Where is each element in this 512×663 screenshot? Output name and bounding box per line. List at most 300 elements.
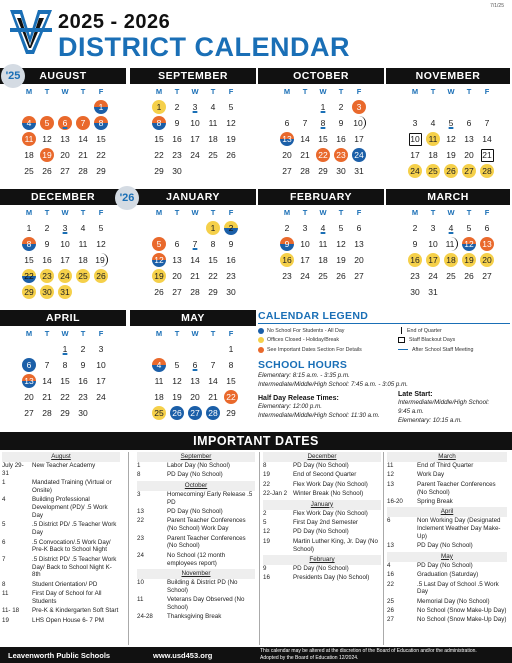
day-cell: 1	[320, 102, 326, 112]
day-cell: 26	[336, 271, 346, 281]
weekday-label: T	[302, 208, 308, 217]
event-row: 9 PD Day (No School)	[263, 564, 349, 572]
week-row	[406, 163, 496, 179]
event-row: July 29- 31 New Teacher Academy	[2, 462, 96, 477]
day-cell: 26	[442, 163, 460, 179]
day-cell: 10	[428, 239, 438, 249]
day-cell	[186, 341, 204, 357]
day-cell: 16	[278, 252, 296, 268]
day-cell	[278, 99, 296, 115]
month-header-may: MAY	[130, 310, 256, 326]
day-cell	[442, 99, 460, 115]
legend-item-no-school: No School For Students - All Day	[258, 326, 398, 336]
half-day-elem: Elementary: 12:00 p.m.	[258, 403, 322, 410]
day-cell: 2	[80, 344, 86, 354]
day-cell: 28	[478, 163, 496, 179]
weekday-label: T	[210, 87, 216, 96]
day-cell: 13	[190, 376, 200, 386]
week-row	[150, 115, 240, 131]
day-cell: 23	[332, 147, 350, 163]
day-cell: 2	[222, 220, 240, 236]
event-row: 22-Jan 2 Winter Break (No School)	[263, 490, 364, 498]
week-row	[20, 163, 110, 179]
orange-dot-icon	[258, 347, 264, 353]
week-row	[20, 373, 110, 389]
late-start-elem: Elementary: 10:15 a.m.	[398, 417, 462, 424]
day-cell	[204, 341, 222, 357]
weekday-label: M	[155, 87, 163, 96]
day-cell: 5	[228, 102, 234, 112]
day-cell: 17	[354, 134, 364, 144]
weekday-label: T	[210, 208, 216, 217]
day-cell: 8	[150, 115, 168, 131]
weekday-label: W	[191, 87, 199, 96]
day-cell: 28	[42, 408, 52, 418]
day-cell: 24	[406, 163, 424, 179]
legend-item-end-quarter: End of Quarter	[398, 326, 510, 336]
month-grid-september	[150, 86, 240, 179]
event-row: 5 First Day 2nd Semester	[263, 518, 358, 526]
day-cell: 14	[482, 134, 492, 144]
week-row	[20, 115, 110, 131]
weekday-label: W	[447, 208, 455, 217]
day-cell: 10	[350, 115, 368, 131]
day-cell	[38, 99, 56, 115]
blue-dot-icon	[258, 328, 264, 334]
event-row: 16 Graduation (Saturday)	[387, 571, 479, 579]
week-row	[20, 252, 110, 268]
day-cell: 11	[208, 118, 218, 128]
day-cell	[478, 284, 496, 300]
day-cell: 19	[38, 147, 56, 163]
week-row	[20, 220, 110, 236]
event-row: 6 Non Working Day (Designated Inclement Weather Day Make-Up)	[387, 517, 501, 540]
day-cell: 8	[320, 118, 326, 128]
day-cell: 2	[412, 223, 418, 233]
weekday-label: W	[319, 87, 327, 96]
weekday-label: T	[466, 87, 472, 96]
day-cell: 19	[150, 268, 168, 284]
section-month: November	[137, 569, 255, 579]
day-cell: 5	[338, 223, 344, 233]
day-cell: 27	[60, 166, 70, 176]
week-row	[20, 236, 110, 252]
day-cell: 16	[406, 252, 424, 268]
day-cell	[92, 405, 110, 421]
day-cell: 18	[442, 252, 460, 268]
weekday-label: M	[155, 329, 163, 338]
event-row: 16-20 Spring Break	[387, 497, 453, 505]
divider	[383, 452, 384, 645]
weekday-label: F	[356, 87, 362, 96]
weekday-label: F	[484, 87, 490, 96]
day-cell: 27	[282, 166, 292, 176]
day-cell: 14	[42, 376, 52, 386]
weekday-label: M	[411, 87, 419, 96]
half-day-ms: Intermediate/Middle/High School: 11:30 a.m.	[258, 412, 380, 419]
day-cell: 26	[464, 271, 474, 281]
section-month: December	[263, 452, 381, 462]
day-cell: 18	[24, 150, 34, 160]
day-cell: 7	[484, 118, 490, 128]
important-col-2	[137, 452, 255, 623]
day-cell: 26	[92, 268, 110, 284]
day-cell: 20	[354, 255, 364, 265]
section-month: March	[387, 452, 507, 462]
weekday-label: T	[174, 208, 180, 217]
day-cell: 17	[190, 134, 200, 144]
week-row	[150, 99, 240, 115]
month-grid-may	[150, 328, 240, 421]
month-header-february: FEBRUARY	[258, 189, 384, 205]
day-cell: 10	[190, 118, 200, 128]
day-cell: 18	[208, 134, 218, 144]
day-cell: 18	[428, 150, 438, 160]
day-cell: 11	[442, 236, 460, 252]
day-cell: 28	[190, 287, 200, 297]
weekday-label: T	[466, 208, 472, 217]
day-cell: 27	[482, 271, 492, 281]
day-cell: 31	[354, 166, 364, 176]
weekday-label: T	[174, 329, 180, 338]
half-day-title: Half Day Release Times:	[258, 395, 339, 402]
day-cell: 14	[300, 134, 310, 144]
footer-website[interactable]: www.usd453.org	[153, 651, 213, 660]
day-cell: 22	[222, 389, 240, 405]
week-row	[150, 389, 240, 405]
day-cell: 29	[154, 166, 164, 176]
day-cell: 21	[42, 392, 52, 402]
day-cell: 4	[20, 115, 38, 131]
day-cell: 4	[210, 102, 216, 112]
footer-note: This calendar may be altered at the discretion of the Board of Education and/or the administration. Adopted by the Board of Education 12/2024.	[260, 648, 477, 661]
day-cell: 29	[60, 408, 70, 418]
hours-elementary: Elementary: 8:15 a.m. - 3:35 p.m.	[258, 372, 350, 379]
event-row: 8 PD Day (No School)	[137, 471, 223, 479]
day-cell: 17	[300, 255, 310, 265]
week-row	[278, 220, 368, 236]
weekday-label: T	[210, 329, 216, 338]
event-row: 13 PD Day (No School)	[387, 542, 473, 550]
day-cell: 20	[478, 252, 496, 268]
day-cell: 12	[96, 239, 106, 249]
day-cell: 8	[210, 239, 216, 249]
day-cell: 12	[42, 134, 52, 144]
box-icon	[398, 337, 405, 343]
day-cell: 13	[60, 134, 70, 144]
day-cell: 23	[38, 268, 56, 284]
week-row	[150, 373, 240, 389]
weekday-label: F	[356, 208, 362, 217]
legend-item-offices-closed: Offices Closed - Holiday/Break	[258, 336, 398, 346]
week-row	[150, 284, 240, 300]
day-cell: 23	[410, 271, 420, 281]
day-cell: 9	[174, 118, 180, 128]
event-row: 4 PD Day (No School)	[387, 561, 473, 569]
day-cell: 15	[60, 376, 70, 386]
day-cell: 4	[150, 357, 168, 373]
day-cell	[460, 284, 478, 300]
day-cell: 1	[26, 223, 32, 233]
day-cell: 25	[318, 271, 328, 281]
important-col-1	[2, 452, 120, 626]
day-cell: 29	[96, 166, 106, 176]
day-cell: 28	[300, 166, 310, 176]
event-row: 24 No School (12 month employees report)	[137, 551, 226, 567]
event-row: 11 First Day of School for All Students	[2, 590, 102, 605]
calendar-legend	[258, 310, 510, 355]
day-cell: 22	[96, 150, 106, 160]
month-header-march: MARCH	[386, 189, 510, 205]
week-row	[406, 252, 496, 268]
day-cell: 21	[208, 392, 218, 402]
day-cell: 22	[208, 271, 218, 281]
legend-item-important-dates: See Important Dates Section For Details	[258, 345, 398, 355]
week-row	[150, 357, 240, 373]
day-cell	[74, 99, 92, 115]
header	[0, 0, 512, 66]
year-badge-2026: '26	[115, 186, 139, 210]
weekday-label: F	[228, 208, 234, 217]
important-col-3	[263, 452, 381, 584]
section-month: September	[137, 452, 255, 462]
event-row: 23 Parent Teacher Conferences (No School)	[137, 534, 246, 550]
day-cell	[406, 99, 424, 115]
day-cell: 10	[300, 239, 310, 249]
event-row: 6 .5 Convocation/.5 Work Day/ Pre-K Back to School Night	[2, 538, 111, 554]
week-row	[20, 284, 110, 300]
day-cell: 19	[460, 252, 478, 268]
bar-icon	[401, 327, 402, 334]
day-cell: 3	[430, 223, 436, 233]
section-month: August	[2, 452, 120, 462]
day-cell: 12	[226, 118, 236, 128]
day-cell: 8	[228, 360, 234, 370]
day-cell: 14	[78, 134, 88, 144]
day-cell: 6	[284, 118, 290, 128]
day-cell: 3	[192, 102, 198, 112]
day-cell: 30	[336, 166, 346, 176]
day-cell	[296, 99, 314, 115]
day-cell: 25	[208, 150, 218, 160]
day-cell	[424, 99, 442, 115]
day-cell: 20	[282, 150, 292, 160]
month-grid-august	[20, 86, 110, 179]
event-row: 2 Flex Work Day (No School)	[263, 509, 368, 517]
legend-title: CALENDAR LEGEND	[258, 310, 510, 324]
day-cell: 6	[56, 115, 74, 131]
event-row: 19 Martin Luther King, Jr. Day (No School)	[263, 537, 378, 553]
day-cell: 27	[172, 287, 182, 297]
day-cell: 8	[62, 360, 68, 370]
day-cell: 6	[192, 360, 198, 370]
month-header-january: JANUARY	[130, 189, 256, 205]
month-header-august: AUGUST	[0, 68, 126, 84]
day-cell: 13	[354, 239, 364, 249]
day-cell: 12	[336, 239, 346, 249]
section-month: May	[387, 552, 507, 562]
day-cell: 23	[226, 271, 236, 281]
day-cell: 1	[228, 344, 234, 354]
day-cell: 15	[318, 134, 328, 144]
day-cell: 3	[302, 223, 308, 233]
month-grid-november	[406, 86, 496, 179]
week-row	[278, 115, 368, 131]
page-title: DISTRICT CALENDAR	[58, 32, 350, 62]
day-cell: 18	[154, 392, 164, 402]
day-cell: 6	[466, 118, 472, 128]
day-cell: 16	[336, 134, 346, 144]
day-cell: 21	[78, 150, 88, 160]
week-row	[278, 236, 368, 252]
section-month: February	[263, 555, 381, 565]
event-row: 8 Student Orientation/ PD	[2, 580, 98, 588]
day-cell: 13	[172, 255, 182, 265]
week-row	[150, 268, 240, 284]
day-cell: 9	[80, 360, 86, 370]
day-cell: 30	[410, 287, 420, 297]
day-cell: 27	[24, 408, 34, 418]
month-grid-january	[150, 207, 240, 300]
day-cell: 31	[428, 287, 438, 297]
yellow-dot-icon	[258, 337, 264, 343]
weekday-label: W	[447, 87, 455, 96]
day-cell: 5	[174, 360, 180, 370]
print-date: 7/1/25	[490, 3, 504, 9]
day-cell	[150, 341, 168, 357]
day-cell: 15	[24, 255, 34, 265]
week-row	[150, 236, 240, 252]
day-cell: 19	[336, 255, 346, 265]
day-cell: 17	[96, 376, 106, 386]
week-row	[150, 163, 240, 179]
day-cell: 4	[430, 118, 436, 128]
day-cell	[56, 99, 74, 115]
important-col-4	[387, 452, 507, 626]
week-row	[150, 341, 240, 357]
day-cell: 19	[446, 150, 456, 160]
school-year: 2025 - 2026	[58, 11, 171, 33]
week-row	[278, 268, 368, 284]
event-row: 12 Work Day	[387, 471, 445, 479]
month-header-december: DECEMBER	[0, 189, 126, 205]
weekday-label: M	[25, 329, 33, 338]
day-cell: 11	[424, 131, 442, 147]
day-cell: 19	[92, 252, 110, 268]
underline-icon	[398, 349, 408, 350]
day-cell: 7	[302, 118, 308, 128]
day-cell: 10	[410, 134, 420, 144]
day-cell: 24	[428, 271, 438, 281]
day-cell: 22	[314, 147, 332, 163]
event-row: 3 Homecoming/ Early Release .5 PD	[137, 490, 253, 506]
week-row	[150, 131, 240, 147]
day-cell: 17	[60, 255, 70, 265]
month-grid-march	[406, 207, 496, 300]
day-cell: 30	[226, 287, 236, 297]
weekday-label: T	[430, 87, 436, 96]
day-cell: 13	[464, 134, 474, 144]
day-cell: 22	[154, 150, 164, 160]
day-cell: 15	[208, 255, 218, 265]
day-cell: 17	[410, 150, 420, 160]
event-row: 11 End of Third Quarter	[387, 462, 474, 469]
day-cell: 1	[204, 220, 222, 236]
day-cell: 20	[172, 271, 182, 281]
event-row: 7 .5 District PD/ .5 Teacher Work Day/ Back to School Night K- 8th	[2, 555, 117, 579]
day-cell: 5	[466, 223, 472, 233]
day-cell	[442, 284, 460, 300]
month-header-april: APRIL	[0, 310, 126, 326]
day-cell: 17	[424, 252, 442, 268]
day-cell: 27	[186, 405, 204, 421]
month-header-november: NOVEMBER	[386, 68, 510, 84]
legend-item-blackout: Staff Blackout Days	[398, 336, 510, 346]
day-cell: 9	[278, 236, 296, 252]
day-cell: 2	[284, 223, 290, 233]
day-cell: 18	[78, 255, 88, 265]
weekday-label: W	[319, 208, 327, 217]
day-cell: 25	[446, 271, 456, 281]
day-cell	[168, 220, 186, 236]
day-cell: 24	[300, 271, 310, 281]
day-cell: 15	[226, 376, 236, 386]
day-cell: 4	[320, 223, 326, 233]
day-cell: 21	[300, 150, 310, 160]
day-cell: 25	[424, 163, 442, 179]
day-cell: 20	[60, 150, 70, 160]
weekday-label: T	[338, 208, 344, 217]
day-cell: 15	[96, 134, 106, 144]
event-row: 12 PD Day (No School)	[263, 528, 349, 536]
day-cell: 5	[38, 115, 56, 131]
event-row: 1 Mandated Training (Virtual or Onsite)	[2, 479, 112, 494]
day-cell: 29	[208, 287, 218, 297]
week-row	[406, 220, 496, 236]
weekday-label: M	[283, 208, 291, 217]
day-cell: 14	[208, 376, 218, 386]
month-header-october: OCTOBER	[258, 68, 384, 84]
day-cell: 29	[20, 284, 38, 300]
section-month: April	[387, 507, 507, 517]
week-row	[406, 131, 496, 147]
weekday-label: T	[80, 208, 86, 217]
day-cell: 8	[20, 236, 38, 252]
day-cell: 13	[478, 236, 496, 252]
week-row	[20, 405, 110, 421]
day-cell: 5	[448, 118, 454, 128]
late-start-ms-time: 9:45 a.m.	[398, 408, 424, 415]
week-row	[20, 147, 110, 163]
day-cell: 29	[226, 408, 236, 418]
event-row: 25 Memorial Day (No School)	[387, 597, 490, 605]
day-cell	[20, 341, 38, 357]
weekday-label: F	[98, 87, 104, 96]
weekday-label: T	[44, 208, 50, 217]
day-cell: 15	[154, 134, 164, 144]
day-cell: 7	[44, 360, 50, 370]
day-cell: 3	[412, 118, 418, 128]
event-row: 19 LHS Open House 6- 7 PM	[2, 616, 104, 624]
event-row: 19 End of Second Quarter	[263, 471, 357, 479]
event-row: 11 Veterans Day Observed (No School)	[137, 596, 245, 611]
day-cell: 10	[96, 360, 106, 370]
weekday-label: T	[44, 329, 50, 338]
day-cell: 30	[78, 408, 88, 418]
day-cell: 23	[282, 271, 292, 281]
month-header-september: SEPTEMBER	[130, 68, 256, 84]
week-row	[150, 147, 240, 163]
